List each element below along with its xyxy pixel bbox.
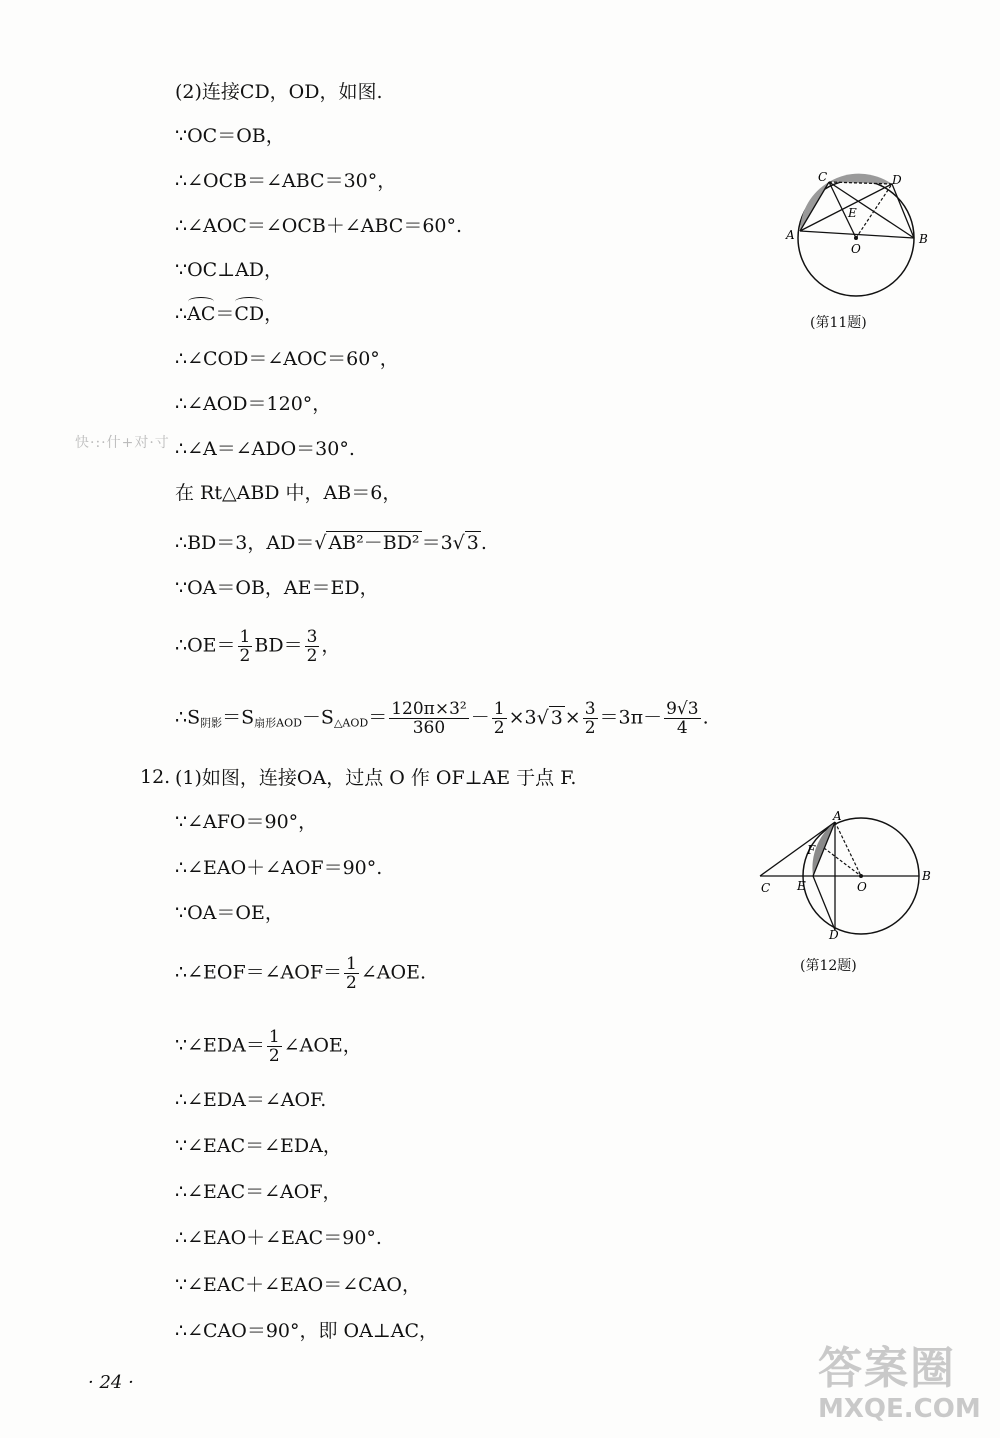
label-e: E bbox=[848, 206, 857, 220]
solution-line: ∴∠EDA＝∠AOF. bbox=[175, 1089, 327, 1111]
fraction: $\frac{1}{2}$ bbox=[239, 627, 251, 666]
fraction: $\frac{1}{2}$ bbox=[346, 954, 357, 993]
figure-12-caption: (第12题) bbox=[800, 958, 857, 974]
label-f: F bbox=[807, 843, 816, 857]
page-number: · 24 · bbox=[88, 1372, 134, 1393]
solution-line: ∴∠COD＝∠AOC＝60°， bbox=[175, 348, 399, 370]
solution-line: ∴∠EAO＋∠EAC＝90°. bbox=[175, 1227, 382, 1249]
watermark-logo-text: 答案圈 bbox=[818, 1343, 956, 1394]
solution-line: (1)如图，连接OA，过点 O 作 OF⊥AE 于点 F. bbox=[175, 767, 577, 789]
solution-line: ∴∠EAC＝∠AOF， bbox=[175, 1181, 342, 1203]
question-number: 12. bbox=[140, 766, 171, 788]
label-d: D bbox=[829, 928, 839, 940]
watermark-url: MXQE.COM bbox=[818, 1394, 981, 1424]
label-c: C bbox=[818, 170, 828, 184]
solution-line: (2)连接CD，OD，如图. bbox=[175, 81, 383, 103]
arc-ac: AC bbox=[187, 303, 216, 325]
label-a: A bbox=[833, 810, 842, 823]
solution-line: ∵∠EDA＝ $\frac{1}{2}$ ∠AOE， bbox=[175, 1027, 362, 1066]
solution-line: ∴AC＝CD， bbox=[175, 303, 284, 325]
solution-line: ∴∠EAO＋∠AOF＝90°. bbox=[175, 857, 383, 879]
sqrt-expression: √ AB²－BD² bbox=[314, 532, 420, 554]
solution-line: $\therefore S_{阴影}=S_{扇形AOD}-S_{\triangle AOD}=$ $\frac{\text{120π×3²}}{360}$ － $\frac{1}{2}$ ×3√ 3 × $\frac{3}{2}$ ＝3π－ $\frac{9√3}{4}$ . bbox=[175, 699, 709, 738]
solution-line: ∴BD＝3，AD＝√ AB²－BD² ＝3√ 3 . bbox=[175, 532, 487, 554]
fraction: $\frac{1}{2}$ bbox=[268, 1027, 280, 1066]
fraction: $\frac{1}{2}$ bbox=[493, 699, 505, 738]
label-d: D bbox=[892, 173, 902, 187]
solution-line: ∵OA＝OB，AE＝ED， bbox=[175, 577, 379, 599]
figure-12-circle-diagram bbox=[755, 810, 940, 940]
solution-line: ∴∠CAO＝90°，即 OA⊥AC， bbox=[175, 1320, 438, 1342]
solution-line: ∵OC⊥AD， bbox=[175, 259, 284, 281]
solution-line: ∴∠EOF＝∠AOF＝ $\frac{1}{2}$ ∠AOE. bbox=[175, 954, 427, 993]
label-c: C bbox=[761, 881, 771, 895]
margin-smudge: 快·:·什+对·寸 bbox=[75, 435, 170, 451]
label-b: B bbox=[919, 232, 928, 246]
label-e: E bbox=[797, 879, 806, 893]
label-b: B bbox=[922, 869, 931, 883]
arc-cd: CD bbox=[234, 303, 265, 325]
label-o: O bbox=[851, 242, 861, 256]
solution-line: ∴OE＝ $\frac{1}{2}$ BD＝ $\frac{3}{2}$ ， bbox=[175, 627, 341, 666]
fraction: $\frac{3}{2}$ bbox=[306, 627, 318, 666]
solution-line: ∴∠AOD＝120°， bbox=[175, 393, 332, 415]
solution-line: ∴∠A＝∠ADO＝30°. bbox=[175, 438, 355, 460]
sqrt-expression: √ 3 bbox=[452, 532, 479, 554]
figure-11-caption: (第11题) bbox=[810, 315, 867, 331]
solution-line: ∵OC＝OB， bbox=[175, 125, 285, 147]
label-o: O bbox=[857, 880, 867, 894]
fraction: $\frac{9√3}{4}$ bbox=[666, 699, 699, 738]
solution-line: ∵∠EAC＝∠EDA， bbox=[175, 1135, 342, 1157]
fraction: $\frac{3}{2}$ bbox=[584, 699, 596, 738]
fraction: $\frac{\text{120π×3²}}{360}$ bbox=[391, 699, 467, 738]
solution-line: ∵OA＝OE， bbox=[175, 902, 284, 924]
sqrt-expression: √ 3 bbox=[536, 706, 563, 729]
solution-line: ∴∠OCB＝∠ABC＝30°， bbox=[175, 170, 397, 192]
figure-11-circle-diagram bbox=[780, 165, 940, 305]
watermark bbox=[818, 1345, 988, 1430]
solution-line: 在 Rt△ABD 中，AB＝6， bbox=[175, 482, 402, 504]
label-a: A bbox=[786, 228, 795, 242]
solution-line: ∵∠EAC＋∠EAO＝∠CAO， bbox=[175, 1274, 421, 1296]
solution-line: ∴∠AOC＝∠OCB＋∠ABC＝60°. bbox=[175, 215, 463, 237]
solution-line: ∵∠AFO＝90°， bbox=[175, 811, 318, 833]
